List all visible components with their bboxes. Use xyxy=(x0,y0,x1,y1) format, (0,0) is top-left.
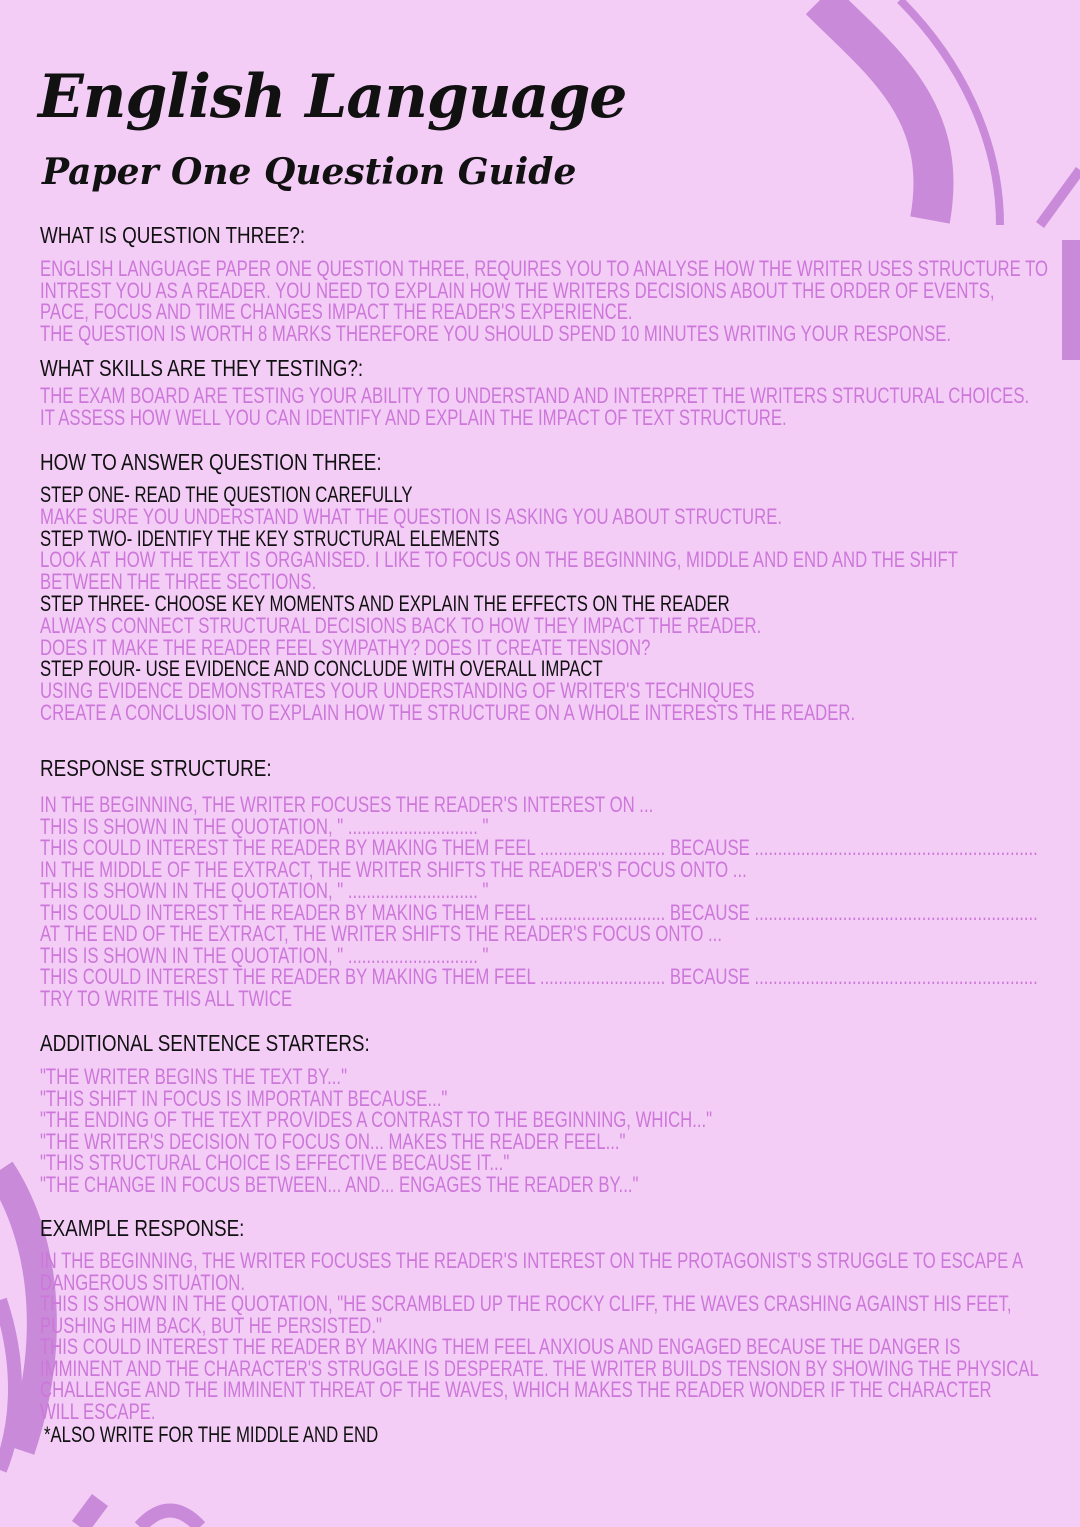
starter-line: "THE WRITER'S DECISION TO FOCUS ON... MAKES THE READER FEEL..." xyxy=(40,1128,626,1154)
starter-line: "THE WRITER BEGINS THE TEXT BY..." xyxy=(40,1064,348,1089)
step-heading: STEP FOUR- USE EVIDENCE AND CONCLUDE WITH OVERALL IMPACT xyxy=(40,656,603,682)
template-line: THIS COULD INTEREST THE READER BY MAKING THEM FEEL ........................... BECAUSE ............................................................. xyxy=(40,899,1038,925)
step-description: CREATE A CONCLUSION TO EXPLAIN HOW THE STRUCTURE ON A WHOLE INTERESTS THE READER. xyxy=(40,699,856,725)
section-body-what-is xyxy=(40,258,1048,344)
example-line: THIS COULD INTEREST THE READER BY MAKING THEM FEEL ANXIOUS AND ENGAGED BECAUSE THE DANGER IS xyxy=(40,1334,961,1359)
section-heading-how-to: HOW TO ANSWER QUESTION THREE: xyxy=(40,449,382,475)
step-heading: STEP TWO- IDENTIFY THE KEY STRUCTURAL ELEMENTS xyxy=(40,525,500,551)
body-line: PACE, FOCUS AND TIME CHANGES IMPACT THE READER'S EXPERIENCE. xyxy=(40,299,633,324)
template-line: IN THE MIDDLE OF THE EXTRACT, THE WRITER SHIFTS THE READER'S FOCUS ONTO ... xyxy=(40,856,747,882)
example-line: WILL ESCAPE. xyxy=(40,1398,156,1424)
template-line: IN THE BEGINNING, THE WRITER FOCUSES THE READER'S INTEREST ON ... xyxy=(40,792,654,817)
step-description: DOES IT MAKE THE READER FEEL SYMPATHY? DOES IT CREATE TENSION? xyxy=(40,634,651,660)
example-note xyxy=(44,1424,378,1446)
example-line: CHALLENGE AND THE IMMINENT THREAT OF THE WAVES, WHICH MAKES THE READER WONDER IF THE CHARACTER xyxy=(40,1377,992,1402)
body-line: INTREST YOU AS A READER. YOU NEED TO EXPLAIN HOW THE WRITERS DECISIONS ABOUT THE ORDER OF EVENTS, xyxy=(40,277,995,303)
step-description: USING EVIDENCE DEMONSTRATES YOUR UNDERSTANDING OF WRITER'S TECHNIQUES xyxy=(40,678,755,704)
section-body-skills xyxy=(40,385,1029,428)
template-line: THIS IS SHOWN IN THE QUOTATION, " ............................ " xyxy=(40,942,489,968)
note-text: *ALSO WRITE FOR THE MIDDLE AND END xyxy=(44,1422,379,1447)
page-subtitle: Paper One Question Guide xyxy=(42,151,577,193)
template-line: TRY TO WRITE THIS ALL TWICE xyxy=(40,985,293,1011)
example-line: THIS IS SHOWN IN THE QUOTATION, "HE SCRAMBLED UP THE ROCKY CLIFF, THE WAVES CRASHING AGAINST HIS FEET, xyxy=(40,1291,1012,1316)
section-body-response-structure xyxy=(40,794,1038,1009)
example-line: IN THE BEGINNING, THE WRITER FOCUSES THE READER'S INTEREST ON THE PROTAGONIST'S STRUGGLE TO ESCAPE A xyxy=(40,1248,1024,1273)
body-line: THE EXAM BOARD ARE TESTING YOUR ABILITY TO UNDERSTAND AND INTERPRET THE WRITERS STRUCTURAL CHOICES. xyxy=(40,383,1030,408)
section-heading-starters: ADDITIONAL SENTENCE STARTERS: xyxy=(40,1030,370,1056)
body-line: ENGLISH LANGUAGE PAPER ONE QUESTION THREE, REQUIRES YOU TO ANALYSE HOW THE WRITER USES STRUCTURE TO xyxy=(40,256,1049,281)
section-body-how-to xyxy=(40,484,958,724)
example-line: IMMINENT AND THE CHARACTER'S STRUGGLE IS DESPERATE. THE WRITER BUILDS TENSION BY SHOWING THE PHYSICAL xyxy=(40,1355,1039,1381)
section-body-starters xyxy=(40,1066,712,1195)
template-line: THIS IS SHOWN IN THE QUOTATION, " ............................ " xyxy=(40,878,489,903)
step-heading: STEP THREE- CHOOSE KEY MOMENTS AND EXPLAIN THE EFFECTS ON THE READER xyxy=(40,590,730,616)
example-line: PUSHING HIM BACK, BUT HE PERSISTED." xyxy=(40,1312,382,1338)
step-description: LOOK AT HOW THE TEXT IS ORGANISED. I LIKE TO FOCUS ON THE BEGINNING, MIDDLE AND END AND THE SHIFT xyxy=(40,547,958,573)
section-heading-response-structure: RESPONSE STRUCTURE: xyxy=(40,755,272,781)
step-heading: STEP ONE- READ THE QUESTION CAREFULLY xyxy=(40,482,413,507)
body-line: IT ASSESS HOW WELL YOU CAN IDENTIFY AND EXPLAIN THE IMPACT OF TEXT STRUCTURE. xyxy=(40,404,787,430)
template-line: THIS COULD INTEREST THE READER BY MAKING THEM FEEL ........................... BECAUSE ............................................................. xyxy=(40,835,1038,860)
example-line: DANGEROUS SITUATION. xyxy=(40,1269,245,1295)
starter-line: "THIS SHIFT IN FOCUS IS IMPORTANT BECAUSE..." xyxy=(40,1085,448,1111)
step-description: MAKE SURE YOU UNDERSTAND WHAT THE QUESTION IS ASKING YOU ABOUT STRUCTURE. xyxy=(40,503,782,529)
step-description: BETWEEN THE THREE SECTIONS. xyxy=(40,569,317,595)
template-line: THIS COULD INTEREST THE READER BY MAKING THEM FEEL ........................... BECAUSE ............................................................. xyxy=(40,964,1038,989)
starter-line: "THE ENDING OF THE TEXT PROVIDES A CONTRAST TO THE BEGINNING, WHICH..." xyxy=(40,1107,713,1132)
body-line: THE QUESTION IS WORTH 8 MARKS THEREFORE YOU SHOULD SPEND 10 MINUTES WRITING YOUR RESPONSE. xyxy=(40,320,952,346)
section-heading-example: EXAMPLE RESPONSE: xyxy=(40,1215,245,1241)
section-heading-what-is: WHAT IS QUESTION THREE?: xyxy=(40,222,306,248)
section-body-example xyxy=(40,1250,1039,1422)
page-title: English Language xyxy=(38,62,627,132)
starter-line: "THE CHANGE IN FOCUS BETWEEN... AND... ENGAGES THE READER BY..." xyxy=(40,1171,639,1197)
template-line: AT THE END OF THE EXTRACT, THE WRITER SHIFTS THE READER'S FOCUS ONTO ... xyxy=(40,921,722,946)
template-line: THIS IS SHOWN IN THE QUOTATION, " ............................ " xyxy=(40,813,489,839)
step-description: ALWAYS CONNECT STRUCTURAL DECISIONS BACK TO HOW THEY IMPACT THE READER. xyxy=(40,612,762,638)
starter-line: "THIS STRUCTURAL CHOICE IS EFFECTIVE BECAUSE IT..." xyxy=(40,1150,510,1175)
section-heading-skills: WHAT SKILLS ARE THEY TESTING?: xyxy=(40,355,364,381)
